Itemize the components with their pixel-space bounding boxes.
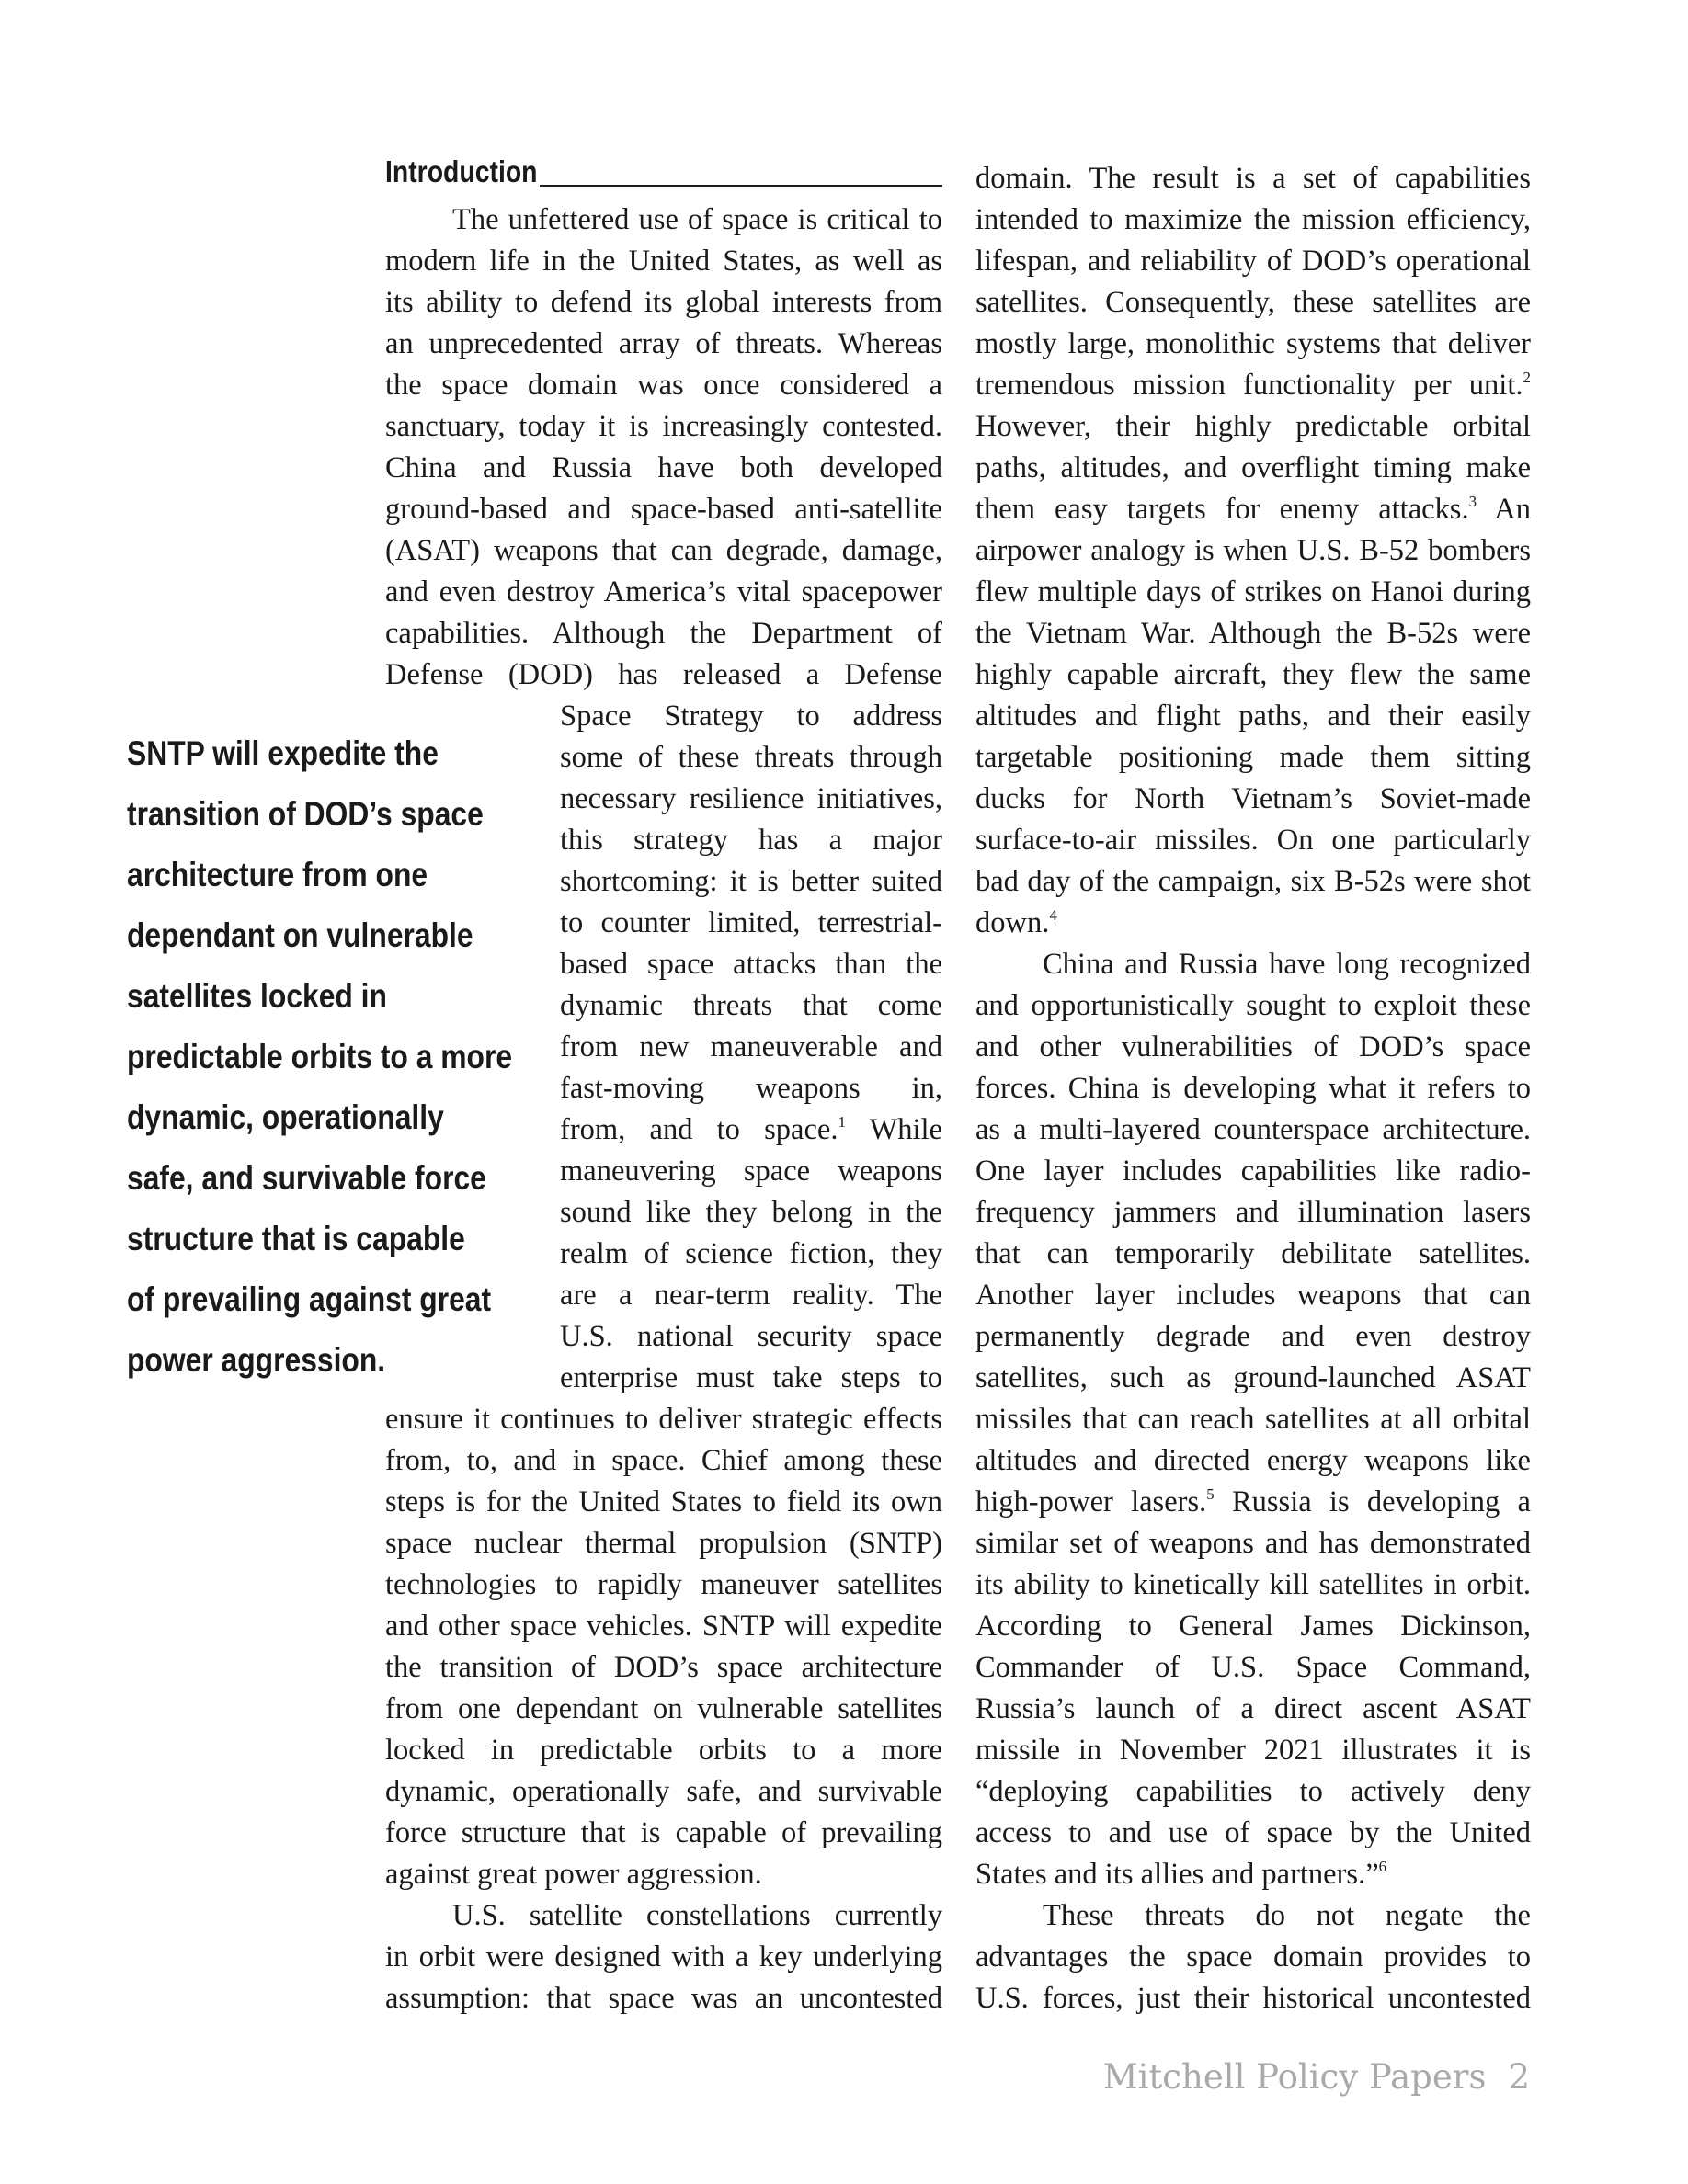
text-line: technologies to rapidly maneuver satellites (385, 1568, 942, 1601)
text-line: modern life in the United States, as well as (385, 245, 942, 278)
text-line: “deploying capabilities to actively deny (975, 1775, 1531, 1808)
pull-quote-line: power aggression. (127, 1341, 386, 1379)
text-line: the space domain was once considered a (385, 369, 942, 402)
text-line: based space attacks than the (560, 948, 942, 981)
text-line: that can temporarily debilitate satellites. (975, 1237, 1531, 1270)
text-line: altitudes and directed energy weapons like (975, 1444, 1531, 1477)
text-line: satellites. Consequently, these satellites are (975, 286, 1531, 319)
text-line: fast-moving weapons in, (560, 1072, 942, 1105)
text-line: and other space vehicles. SNTP will expedite (385, 1610, 942, 1643)
pull-quote-line: architecture from one (127, 856, 428, 893)
pull-quote-line: structure that is capable (127, 1220, 465, 1257)
text-line: highly capable aircraft, they flew the same (975, 658, 1531, 691)
text-line: U.S. forces, just their historical uncontested (975, 1982, 1531, 2015)
text-line: surface-to-air missiles. On one particularly (975, 824, 1531, 857)
text-line: its ability to kinetically kill satellites in orbit. (975, 1568, 1531, 1601)
section-heading-text: Introduction (385, 154, 538, 188)
pull-quote-line: safe, and survivable force (127, 1159, 486, 1197)
footnote-marker: 6 (1378, 1858, 1387, 1875)
text-line: These threats do not negate the (1043, 1899, 1531, 1932)
text-line: China and Russia have long recognized (1043, 948, 1531, 981)
text-line (560, 1109, 942, 1151)
text-line: missiles that can reach satellites at all orbital (975, 1403, 1531, 1436)
text-line: are a near-term reality. The (560, 1279, 942, 1312)
text-line: ground-based and space-based anti-satellite (385, 493, 942, 526)
text-span: tremendous mission functionality per unit. (975, 369, 1523, 402)
pull-quote-line: dependant on vulnerable (127, 916, 473, 954)
text-line: necessary resilience initiatives, (560, 782, 942, 815)
text-line: (ASAT) weapons that can degrade, damage, (385, 534, 942, 567)
text-line: permanently degrade and even destroy (975, 1320, 1531, 1353)
text-line: Russia’s launch of a direct ascent ASAT (975, 1692, 1531, 1725)
text-line: One layer includes capabilities like radio- (975, 1155, 1531, 1188)
text-line: The unfettered use of space is critical to (452, 203, 942, 236)
text-line: forces. China is developing what it refers to (975, 1072, 1531, 1105)
text-line: China and Russia have both developed (385, 451, 942, 484)
text-line: the transition of DOD’s space architecture (385, 1651, 942, 1684)
text-line: locked in predictable orbits to a more (385, 1734, 942, 1767)
text-span: Russia is developing a (1214, 1485, 1531, 1519)
text-line: force structure that is capable of prevailing (385, 1816, 942, 1849)
text-line: mostly large, monolithic systems that deliver (975, 327, 1531, 360)
pull-quote-line: predictable orbits to a more (127, 1038, 513, 1075)
page-number: 2 (1508, 2057, 1530, 2097)
text-line: dynamic threats that come (560, 989, 942, 1022)
text-line: airpower analogy is when U.S. B-52 bombers (975, 534, 1531, 567)
text-line: in orbit were designed with a key underlying (385, 1940, 942, 1974)
text-line: and even destroy America’s vital spacepower (385, 575, 942, 609)
text-line: shortcoming: it is better suited (560, 865, 942, 898)
footnote-marker: 3 (1468, 493, 1477, 510)
text-line: capabilities. Although the Department of (385, 617, 942, 650)
pull-quote-line: SNTP will expedite the (127, 734, 439, 772)
section-heading (385, 154, 942, 190)
text-line: and other vulnerabilities of DOD’s space (975, 1030, 1531, 1064)
text-line: steps is for the United States to field its own (385, 1485, 942, 1519)
text-line: sanctuary, today it is increasingly contested. (385, 410, 942, 443)
text-line: domain. The result is a set of capabilities (975, 162, 1531, 195)
text-line: sound like they belong in the (560, 1196, 942, 1229)
text-line: frequency jammers and illumination lasers (975, 1196, 1531, 1229)
text-line: Another layer includes weapons that can (975, 1279, 1531, 1312)
text-line: altitudes and flight paths, and their easily (975, 700, 1531, 733)
text-line: its ability to defend its global interests from (385, 286, 942, 319)
text-line: assumption: that space was an uncontested (385, 1982, 942, 2015)
page-footer (1103, 2053, 1530, 2101)
text-line: ducks for North Vietnam’s Soviet-made (975, 782, 1531, 815)
publication-name: Mitchell Policy Papers (1102, 2057, 1487, 2097)
text-span: down. (975, 906, 1050, 939)
text-line: against great power aggression. (385, 1858, 762, 1891)
text-line: enterprise must take steps to (560, 1361, 942, 1394)
text-line: maneuvering space weapons (560, 1155, 942, 1188)
pull-quote-line: dynamic, operationally (127, 1098, 444, 1136)
text-line (975, 1482, 1531, 1523)
footnote-marker: 2 (1523, 369, 1531, 386)
text-line: Defense (DOD) has released a Defense (385, 658, 942, 691)
text-line: some of these threats through (560, 741, 942, 774)
text-line: advantages the space domain provides to (975, 1940, 1531, 1974)
text-line: to counter limited, terrestrial- (560, 906, 942, 939)
text-span: States and its allies and partners.” (975, 1858, 1379, 1891)
text-line: access to and use of space by the United (975, 1816, 1531, 1849)
text-span: high-power lasers. (975, 1485, 1207, 1519)
text-line: satellites, such as ground-launched ASAT (975, 1361, 1531, 1394)
text-line: an unprecedented array of threats. Whereas (385, 327, 942, 360)
text-line: from, to, and in space. Chief among these (385, 1444, 942, 1477)
text-line: U.S. satellite constellations currently (452, 1899, 942, 1932)
text-span: from, and to space. (560, 1113, 838, 1146)
text-line (975, 1854, 1531, 1895)
text-line: similar set of weapons and has demonstrated (975, 1527, 1531, 1560)
pull-quote-line: transition of DOD’s space (127, 795, 484, 833)
text-line: paths, altitudes, and overflight timing make (975, 451, 1531, 484)
heading-rule (540, 185, 942, 187)
footnote-marker: 1 (838, 1113, 846, 1131)
text-line: Space Strategy to address (560, 700, 942, 733)
text-line: space nuclear thermal propulsion (SNTP) (385, 1527, 942, 1560)
text-line: realm of science fiction, they (560, 1237, 942, 1270)
text-line: ensure it continues to deliver strategic effects (385, 1403, 942, 1436)
text-line: flew multiple days of strikes on Hanoi during (975, 575, 1531, 609)
pull-quote-line: satellites locked in (127, 977, 387, 1015)
text-line: However, their highly predictable orbital (975, 410, 1531, 443)
text-line (975, 489, 1531, 530)
text-line: Commander of U.S. Space Command, (975, 1651, 1531, 1684)
text-line: missile in November 2021 illustrates it is (975, 1734, 1531, 1767)
text-line (975, 903, 1531, 944)
pull-quote-line: of prevailing against great (127, 1280, 492, 1318)
text-line: intended to maximize the mission efficiency, (975, 203, 1531, 236)
text-span: While (845, 1113, 942, 1146)
text-line: bad day of the campaign, six B-52s were shot (975, 865, 1531, 898)
text-line: the Vietnam War. Although the B-52s were (975, 617, 1531, 650)
text-line: targetable positioning made them sitting (975, 741, 1531, 774)
text-line: as a multi-layered counterspace architecture. (975, 1113, 1531, 1146)
text-line: this strategy has a major (560, 824, 942, 857)
text-line: According to General James Dickinson, (975, 1610, 1531, 1643)
footnote-marker: 5 (1206, 1485, 1215, 1503)
text-line: from new maneuverable and (560, 1030, 942, 1064)
text-line: U.S. national security space (560, 1320, 942, 1353)
footnote-marker: 4 (1049, 906, 1057, 924)
text-line: from one dependant on vulnerable satellites (385, 1692, 942, 1725)
text-line: and opportunistically sought to exploit these (975, 989, 1531, 1022)
text-span: them easy targets for enemy attacks. (975, 493, 1469, 526)
text-line (975, 365, 1531, 406)
text-line: lifespan, and reliability of DOD’s operational (975, 245, 1531, 278)
text-span: An (1477, 493, 1531, 526)
text-line: dynamic, operationally safe, and survivable (385, 1775, 942, 1808)
